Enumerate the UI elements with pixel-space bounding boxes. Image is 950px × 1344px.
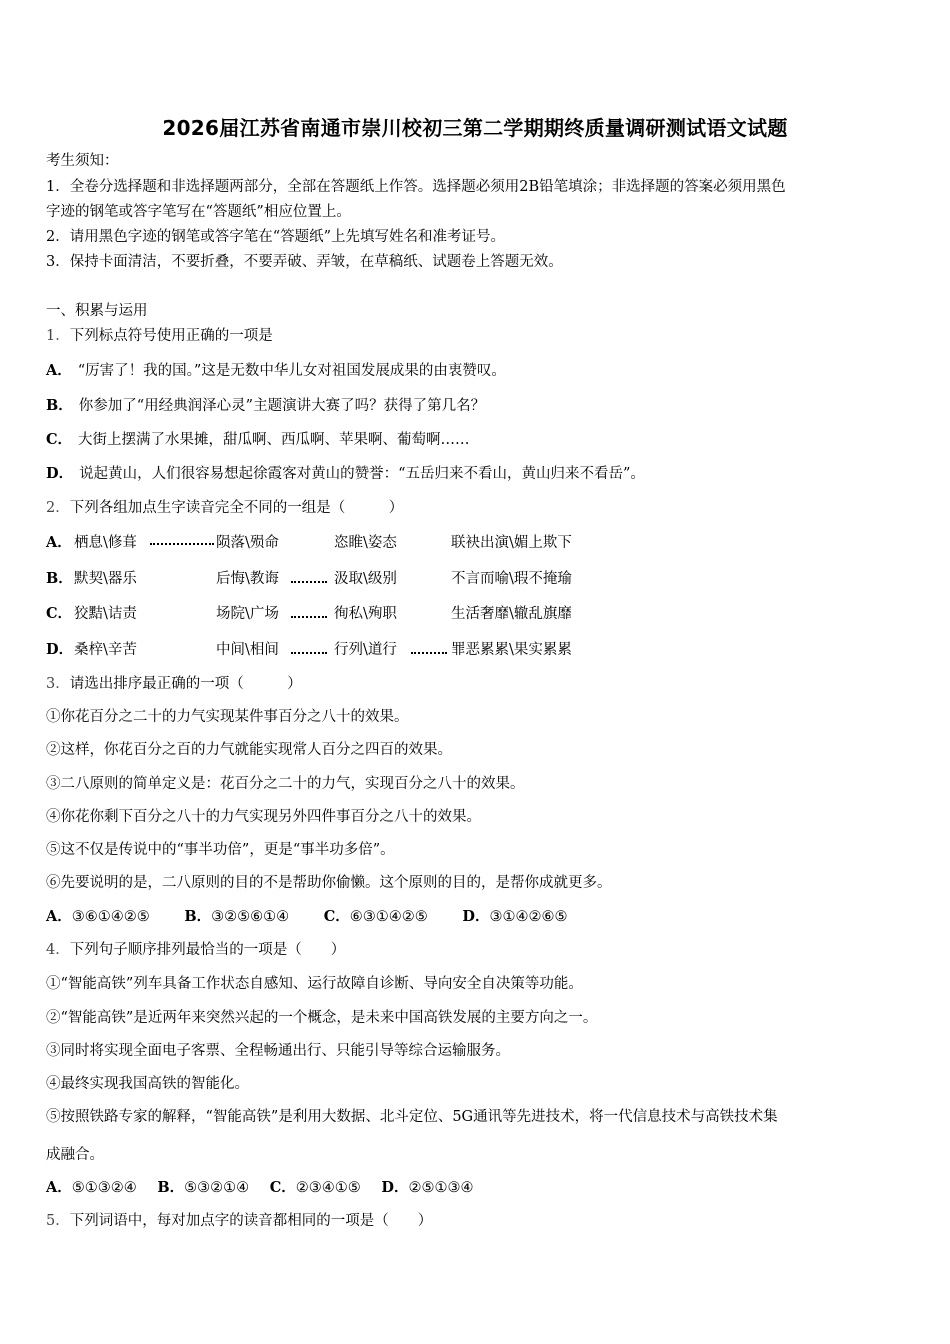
option-cell: 不言而喻\瑕不掩瑜 bbox=[451, 571, 572, 587]
q4-option-b: ⑤③②①④ bbox=[184, 1180, 250, 1196]
option-label: D． bbox=[462, 908, 490, 925]
q2-option-c bbox=[46, 602, 906, 624]
option-cell: 罪恶累累\果实累累 bbox=[451, 642, 572, 658]
q3-text: 请选出排序最正确的一项（ ） bbox=[69, 676, 302, 692]
q4-sentence-5a: ⑤按照铁路专家的解释，“智能高铁”是利用大数据、北斗定位、5G通讯等先进技术，将一代信息技术与高铁技术集 bbox=[46, 1109, 778, 1125]
option-text: ③①④②⑥⑤ bbox=[489, 909, 568, 925]
emphasis-dots bbox=[411, 634, 447, 654]
q5-stem bbox=[46, 1211, 432, 1231]
q1-stem bbox=[46, 326, 273, 346]
q2-option-d bbox=[46, 638, 906, 660]
option-cell: 狡黠\诘责 bbox=[74, 606, 137, 622]
q3-option-d bbox=[462, 909, 567, 925]
option-label: C． bbox=[323, 908, 350, 925]
option-cell: 徇私\殉职 bbox=[334, 606, 397, 622]
option-cell: 恣睢\姿态 bbox=[334, 535, 397, 551]
q4-sentence-3: ③同时将实现全面电子客票、全程畅通出行、只能引导等综合运输服务。 bbox=[46, 1043, 510, 1059]
option-cell: 桑梓\辛苦 bbox=[74, 642, 137, 658]
option-label: C． bbox=[269, 1179, 296, 1196]
q4-sentence-1: ①“智能高铁”列车具备工作状态自感知、运行故障自诊断、导向安全自决策等功能。 bbox=[46, 976, 583, 992]
q4-option-a: ⑤①③②④ bbox=[71, 1180, 137, 1196]
notice-item-3: 3．保持卡面清洁，不要折叠，不要弄破、弄皱，在草稿纸、试题卷上答题无效。 bbox=[46, 254, 563, 270]
q3-sentence-6: ⑥先要说明的是，二八原则的目的不是帮助你偷懒。这个原则的目的，是帮你成就更多。 bbox=[46, 875, 612, 891]
option-label: C． bbox=[46, 605, 73, 622]
emphasis-dots bbox=[150, 525, 214, 545]
q3-options bbox=[46, 907, 597, 927]
q4-option-c: ②③④①⑤ bbox=[295, 1180, 361, 1196]
q4-sentence-2: ②“智能高铁”是近两年来突然兴起的一个概念，是未来中国高铁发展的主要方向之一。 bbox=[46, 1010, 598, 1026]
exam-title: 2026届江苏省南通市崇川校初三第二学期期终质量调研测试语文试题 bbox=[162, 116, 788, 140]
q5-text: 下列词语中，每对加点字的读音都相同的一项是（ ） bbox=[69, 1213, 433, 1229]
q3-sentence-1: ①你花百分之二十的力气实现某件事百分之八十的效果。 bbox=[46, 709, 409, 725]
q3-option-a bbox=[46, 909, 150, 925]
q2-number: 2． bbox=[46, 500, 70, 516]
option-text: ③②⑤⑥①④ bbox=[211, 909, 290, 925]
option-label: D． bbox=[381, 1179, 409, 1196]
q4-sentence-5b: 成融合。 bbox=[46, 1147, 104, 1163]
q3-sentence-2: ②这样，你花百分之百的力气就能实现常人百分之四百的效果。 bbox=[46, 742, 452, 758]
q2-text: 下列各组加点生字读音完全不同的一组是（ ） bbox=[69, 500, 404, 516]
q3-number: 3． bbox=[46, 676, 70, 692]
option-label: B． bbox=[46, 397, 73, 414]
notice-item-2: 2．请用黑色字迹的钢笔或答字笔在“答题纸”上先填写姓名和准考证号。 bbox=[46, 229, 506, 245]
option-text: 说起黄山，人们很容易想起徐霞客对黄山的赞誉：“五岳归来不看山，黄山归来不看岳”。 bbox=[79, 466, 645, 482]
notice-heading: 考生须知： bbox=[46, 153, 119, 169]
option-cell: 联袂出演\媚上欺下 bbox=[451, 535, 572, 551]
option-label: A． bbox=[46, 534, 72, 551]
q1-option-a bbox=[46, 361, 506, 381]
option-label: B． bbox=[46, 570, 73, 587]
option-cell: 栖息\修葺 bbox=[74, 535, 137, 551]
q1-number: 1． bbox=[46, 328, 70, 344]
option-cell: 生活奢靡\辙乱旗靡 bbox=[451, 606, 572, 622]
q3-sentence-4: ④你花你剩下百分之八十的力气实现另外四件事百分之八十的效果。 bbox=[46, 809, 481, 825]
q3-sentence-3: ③二八原则的简单定义是：花百分之二十的力气，实现百分之八十的效果。 bbox=[46, 776, 525, 792]
q1-option-c bbox=[46, 430, 470, 450]
option-label: D． bbox=[46, 641, 74, 658]
q4-options bbox=[46, 1178, 473, 1198]
option-label: A． bbox=[46, 1179, 72, 1196]
q4-text: 下列句子顺序排列最恰当的一项是（ ） bbox=[69, 942, 346, 958]
q1-option-d bbox=[46, 464, 645, 484]
notice-item-1a: 1．全卷分选择题和非选择题两部分，全部在答题纸上作答。选择题必须用2B铅笔填涂；非选择题的答案必须用黑色 bbox=[46, 179, 786, 195]
option-text: 你参加了“用经典润泽心灵”主题演讲大赛了吗？获得了第几名？ bbox=[78, 398, 486, 414]
option-label: A． bbox=[46, 908, 72, 925]
q4-number: 4． bbox=[46, 942, 70, 958]
q2-option-a bbox=[46, 531, 906, 553]
option-label: D． bbox=[46, 465, 74, 482]
option-label: B． bbox=[184, 908, 212, 925]
q2-stem bbox=[46, 498, 403, 518]
section-heading: 一、积累与运用 bbox=[46, 303, 148, 319]
q1-option-b bbox=[46, 396, 485, 416]
q4-option-d: ②⑤①③④ bbox=[408, 1180, 474, 1196]
q3-stem bbox=[46, 674, 302, 694]
option-cell: 场院\广场 bbox=[216, 606, 279, 622]
q2-option-b bbox=[46, 567, 906, 589]
q1-text: 下列标点符号使用正确的一项是 bbox=[69, 328, 273, 344]
option-cell: 默契\器乐 bbox=[74, 571, 137, 587]
q4-stem bbox=[46, 940, 345, 960]
q3-option-c bbox=[324, 909, 428, 925]
q5-number: 5． bbox=[46, 1213, 70, 1229]
option-label: C． bbox=[46, 431, 73, 448]
option-cell: 陨落\殒命 bbox=[216, 535, 279, 551]
option-cell: 中间\相间 bbox=[216, 642, 279, 658]
option-text: ⑥③①④②⑤ bbox=[349, 909, 428, 925]
q3-option-b bbox=[184, 909, 289, 925]
q3-sentence-5: ⑤这不仅是传说中的“事半功倍”，更是“事半功多倍”。 bbox=[46, 842, 395, 858]
option-label: A． bbox=[46, 362, 72, 379]
emphasis-dots bbox=[291, 634, 327, 654]
option-text: 大街上摆满了水果摊，甜瓜啊、西瓜啊、苹果啊、葡萄啊…… bbox=[78, 432, 470, 448]
emphasis-dots bbox=[291, 598, 327, 618]
option-cell: 后悔\教诲 bbox=[216, 571, 279, 587]
option-text: “厉害了！我的国。”这是无数中华儿女对祖国发展成果的由衷赞叹。 bbox=[77, 363, 506, 379]
option-text: ③⑥①④②⑤ bbox=[71, 909, 150, 925]
q4-sentence-4: ④最终实现我国高铁的智能化。 bbox=[46, 1076, 249, 1092]
notice-item-1b: 字迹的钢笔或答字笔写在“答题纸”相应位置上。 bbox=[46, 204, 351, 220]
option-cell: 汲取\级别 bbox=[334, 571, 397, 587]
option-label: B． bbox=[157, 1179, 185, 1196]
emphasis-dots bbox=[291, 563, 327, 583]
option-cell: 行列\道行 bbox=[334, 642, 397, 658]
